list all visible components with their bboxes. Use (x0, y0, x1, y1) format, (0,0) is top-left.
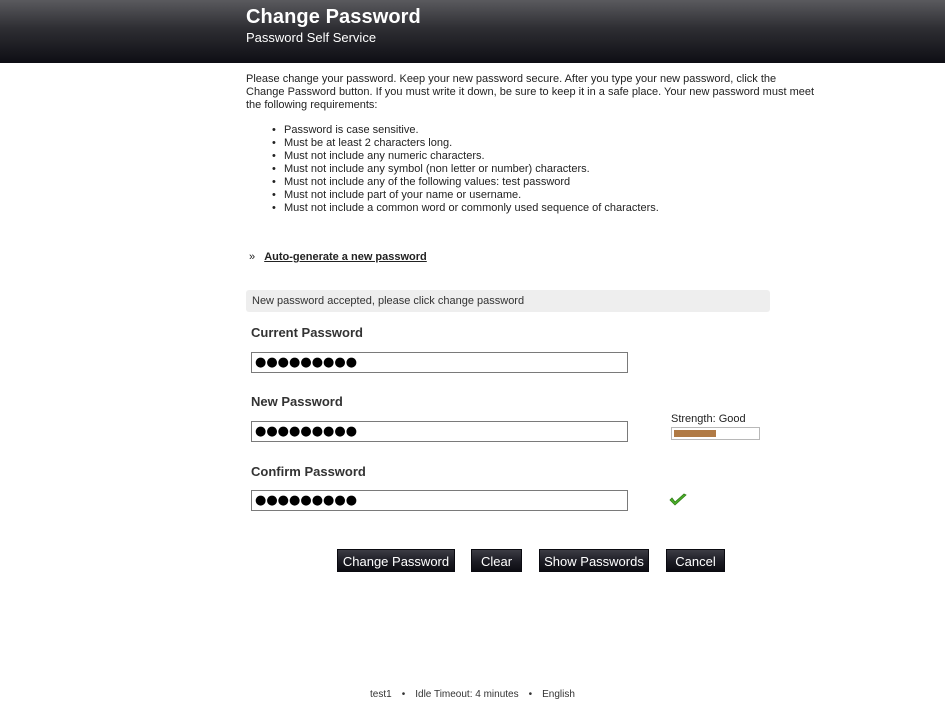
footer-language[interactable]: English (542, 689, 575, 700)
requirement-item: • Must be at least 2 characters long. (270, 137, 659, 150)
requirement-item: • Password is case sensitive. (270, 124, 659, 137)
intro-text: Please change your password. Keep your new password secure. After you type your new password, click the Change Password button. If you must write it down, be sure to keep it in a safe place. Your new password must meet the following requirements: (246, 73, 815, 111)
requirement-item: • Must not include part of your name or username. (270, 189, 659, 202)
new-password-input[interactable] (251, 421, 628, 442)
footer-separator: • (528, 689, 533, 700)
show-passwords-button[interactable]: Show Passwords (539, 549, 649, 572)
cancel-button[interactable]: Cancel (666, 549, 725, 572)
requirement-item: • Must not include any numeric characters. (270, 150, 659, 163)
new-password-label: New Password (251, 394, 343, 409)
autogen-prefix: » (249, 251, 256, 263)
clear-button[interactable]: Clear (471, 549, 522, 572)
strength-meter-fill (674, 430, 716, 437)
status-message-text: New password accepted, please click change password (252, 295, 525, 307)
autogen-password-link[interactable]: Auto-generate a new password (264, 251, 427, 263)
requirement-item: • Must not include any symbol (non letter or number) characters. (270, 163, 659, 176)
page-title: Change Password (246, 6, 421, 28)
requirement-item: • Must not include a common word or commonly used sequence of characters. (270, 202, 659, 215)
current-password-label: Current Password (251, 325, 363, 340)
page-header (0, 0, 945, 63)
change-password-button[interactable]: Change Password (337, 549, 455, 572)
current-password-input[interactable] (251, 352, 628, 373)
requirement-item: • Must not include any of the following values: test password (270, 176, 659, 189)
status-message (246, 290, 770, 312)
autogen-row (249, 251, 427, 263)
confirm-password-input[interactable] (251, 490, 628, 511)
footer-separator: • (401, 689, 406, 700)
strength-meter (671, 427, 760, 440)
strength-label: Strength: Good (671, 413, 746, 425)
page-subtitle: Password Self Service (246, 30, 377, 45)
confirm-password-label: Confirm Password (251, 464, 366, 479)
footer (0, 689, 945, 700)
check-icon (669, 493, 687, 507)
requirements-list (270, 124, 659, 215)
footer-idle-timeout: Idle Timeout: 4 minutes (415, 689, 519, 700)
footer-username: test1 (370, 689, 392, 700)
